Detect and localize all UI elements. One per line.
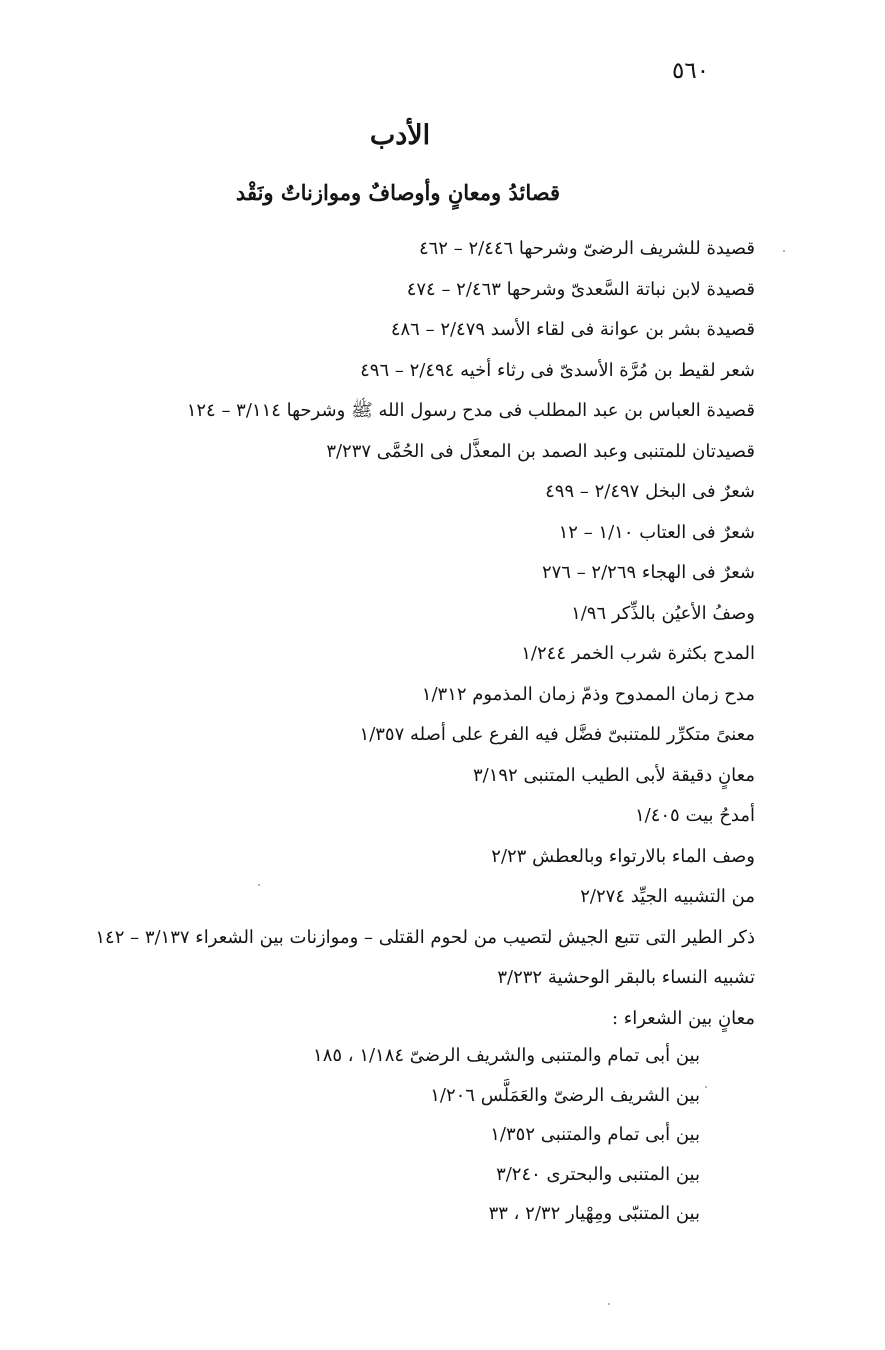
index-entry: قصيدتان للمتنبى وعبد الصمد بن المعذَّل فى الحُمَّى ٣/٢٣٧ [326,440,755,462]
index-entry: ذكر الطير التى تتبع الجيش لتصيب من لحوم القتلى – وموازنات بين الشعراء ٣/١٣٧ – ١٤٢ [95,926,755,948]
paper-speck [783,250,785,252]
index-entry: المدح بكثرة شرب الخمر ١/٢٤٤ [521,643,755,664]
index-entry: قصيدة بشر بن عوانة فى لقاء الأسد ٢/٤٧٩ – ٤٨٦ [390,319,755,340]
index-entry: شعر لقيط بن مُرَّة الأسدىّ فى رثاء أخيه ٢/٤٩٤ – ٤٩٦ [360,359,755,381]
index-entry: شعرٌ فى العتاب ١/١٠ – ١٢ [558,521,755,543]
index-entry-heading: معانٍ بين الشعراء : [611,1007,755,1029]
page-number: ٥٦٠ [672,58,710,84]
index-entry: قصيدة العباس بن عبد المطلب فى مدح رسول الله ﷺ وشرحها ٣/١١٤ – ١٢٤ [186,400,755,421]
index-entry: شعرٌ فى الهجاء ٢/٢٦٩ – ٢٧٦ [541,562,755,583]
index-entry: وصف الماء بالارتواء وبالعطش ٢/٢٣ [491,845,755,867]
index-subentry: بين المتنبّى ومِهْيار ٢/٣٢ ، ٣٣ [488,1203,700,1224]
section-subtitle: قصائدُ ومعانٍ وأوصافٌ وموازناتٌ ونَقْد [235,180,560,205]
index-subentry: بين المتنبى والبحترى ٣/٢٤٠ [496,1163,700,1185]
index-subentries [140,1036,700,1234]
index-entry: شعرٌ فى البخل ٢/٤٩٧ – ٤٩٩ [545,481,755,502]
index-entries [35,229,755,1039]
index-subentry: بين أبى تمام والمتنبى ١/٣٥٢ [490,1124,700,1145]
index-entry: معانٍ دقيقة لأبى الطيب المتنبى ٣/١٩٢ [472,764,755,786]
index-entry: من التشبيه الجيِّد ٢/٢٧٤ [580,886,755,907]
paper-speck [705,1086,707,1088]
index-entry: تشبيه النساء بالبقر الوحشية ٣/٢٣٢ [497,967,755,988]
index-entry: وصفُ الأعيُن بالذِّكر ١/٩٦ [571,602,755,624]
section-title: الأدب [369,120,431,151]
index-entry: مدح زمان الممدوح وذمّ زمان المذموم ١/٣١٢ [421,683,755,705]
index-entry: قصيدة للشريف الرضىّ وشرحها ٢/٤٤٦ – ٤٦٢ [418,238,755,259]
index-subentry: بين أبى تمام والمتنبى والشريف الرضىّ ١/١٨٤ ، ١٨٥ [313,1045,700,1066]
paper-speck [608,1303,610,1305]
paper-speck [258,884,260,886]
index-entry: قصيدة لابن نباتة السَّعدىّ وشرحها ٢/٤٦٣ – ٤٧٤ [406,278,755,300]
index-subentry: بين الشريف الرضىّ والعَمَلَّس ١/٢٠٦ [430,1084,700,1106]
index-entry: أمدحُ بيت ١/٤٠٥ [634,805,755,826]
index-entry: معنىً متكرِّر للمتنبىّ فضَّل فيه الفرع على أصله ١/٣٥٧ [359,724,755,745]
